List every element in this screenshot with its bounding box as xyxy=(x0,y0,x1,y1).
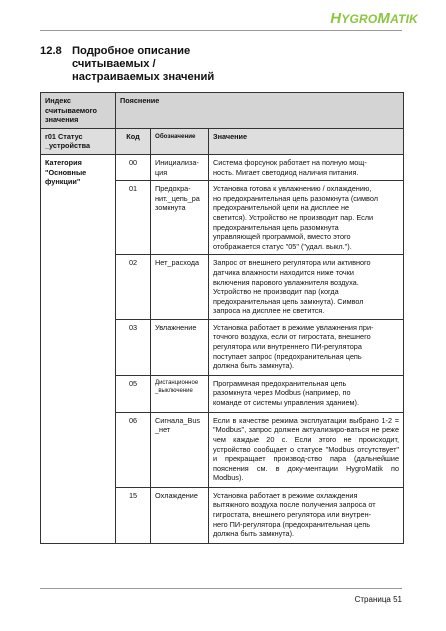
table-header-row-2 xyxy=(41,128,404,154)
value-cell: Если в качестве режима эксплуатации выбрано 1-2 = "Modbus", запрос должен актуализиро-ваться не реже чем каждые 20 с. Если этого не происходит, устройство сообщает о статусе "Modbus отсутствует" и прекращает производ-ство пара (дальнейшие пояснения см. в доку-ментации HygroMatik по Modbus). xyxy=(209,412,404,487)
code-cell: 02 xyxy=(116,255,151,320)
explanation-header: Пояснение xyxy=(116,93,404,129)
code-cell: 01 xyxy=(116,181,151,255)
value-cell: Запрос от внешнего регулятора или активного датчика влажности находится ниже точки включения парового увлажнителя воздуха. Устройство не производит пар (когда предохранительная цепь замкнута). Символ запроса на дисплее не светится. xyxy=(213,258,371,316)
category-cell: Категория "Основные функции" xyxy=(41,154,116,543)
value-cell: Система форсунок работает на полную мощ- ность. Мигает светодиод наличия питания. xyxy=(213,157,367,177)
index-header: Индекс считываемого значения xyxy=(41,93,116,129)
logo-suffix-small: ATIK xyxy=(390,12,418,26)
value-cell: Установка работает в режиме охлаждения вытяжного воздуха после получения запроса от гигростата, внешнего регулятора или внутрен- него ПИ-регулятора (предохранительная цепь должна быть замкнута). xyxy=(213,490,376,539)
code-cell: 00 xyxy=(116,154,151,180)
designation-cell: Сигнала_Bus _нет xyxy=(155,415,201,435)
designation-cell: Охлаждение xyxy=(155,490,198,500)
designation-cell: Нет_расхода xyxy=(155,258,200,268)
logo-prefix-small: YGRO xyxy=(341,12,378,26)
hygromatik-logo xyxy=(330,10,418,27)
section-heading xyxy=(40,45,370,84)
status-header: r01 Статус _устройства xyxy=(41,128,116,154)
designation-header: Обозначение xyxy=(151,128,209,154)
table-row xyxy=(41,154,404,180)
designation-cell: Дистанционное _выключение xyxy=(155,379,199,394)
parameter-table xyxy=(40,92,404,544)
designation-cell: Предохра- нит._цепь_ра зомкнута xyxy=(155,184,200,213)
code-cell: 06 xyxy=(116,412,151,487)
page-number: Страница 51 xyxy=(354,595,402,604)
value-header: Значение xyxy=(209,128,404,154)
bottom-divider xyxy=(40,588,402,589)
logo-suffix-big: M xyxy=(377,10,391,27)
designation-cell: Увлажнение xyxy=(155,322,197,332)
logo-prefix-big: H xyxy=(330,10,342,27)
code-cell: 03 xyxy=(116,319,151,375)
designation-cell: Инициализа- ция xyxy=(155,157,199,177)
value-cell: Установка работает в режиме увлажнения при- точного воздуха, если от гигростата, внешнего регулятора или внутреннего ПИ-регулятора поступает запрос (предохранительная цепь должна быть замкнута). xyxy=(213,322,374,371)
section-number: 12.8 xyxy=(40,45,62,57)
value-cell: Программная предохранительная цепь разомкнута через Modbus (например, по команде от системы управления зданием). xyxy=(213,378,359,408)
table-header-row-1 xyxy=(41,93,404,129)
section-title: Подробное описание считываемых / настраиваемых значений xyxy=(72,45,215,83)
code-cell: 15 xyxy=(116,487,151,543)
code-cell: 05 xyxy=(116,375,151,412)
value-cell: Установка готова к увлажнению / охлаждению, но предохранительная цепь разомкнута (символ предохранительной цепи на дисплее не светится). Устройство не производит пар. Если предохранительная цепь разомкнута управляющей программой, вместо этого отображается статус "05" ("удал. выкл."). xyxy=(213,184,378,251)
code-header: Код xyxy=(116,128,151,154)
top-divider xyxy=(40,30,402,31)
